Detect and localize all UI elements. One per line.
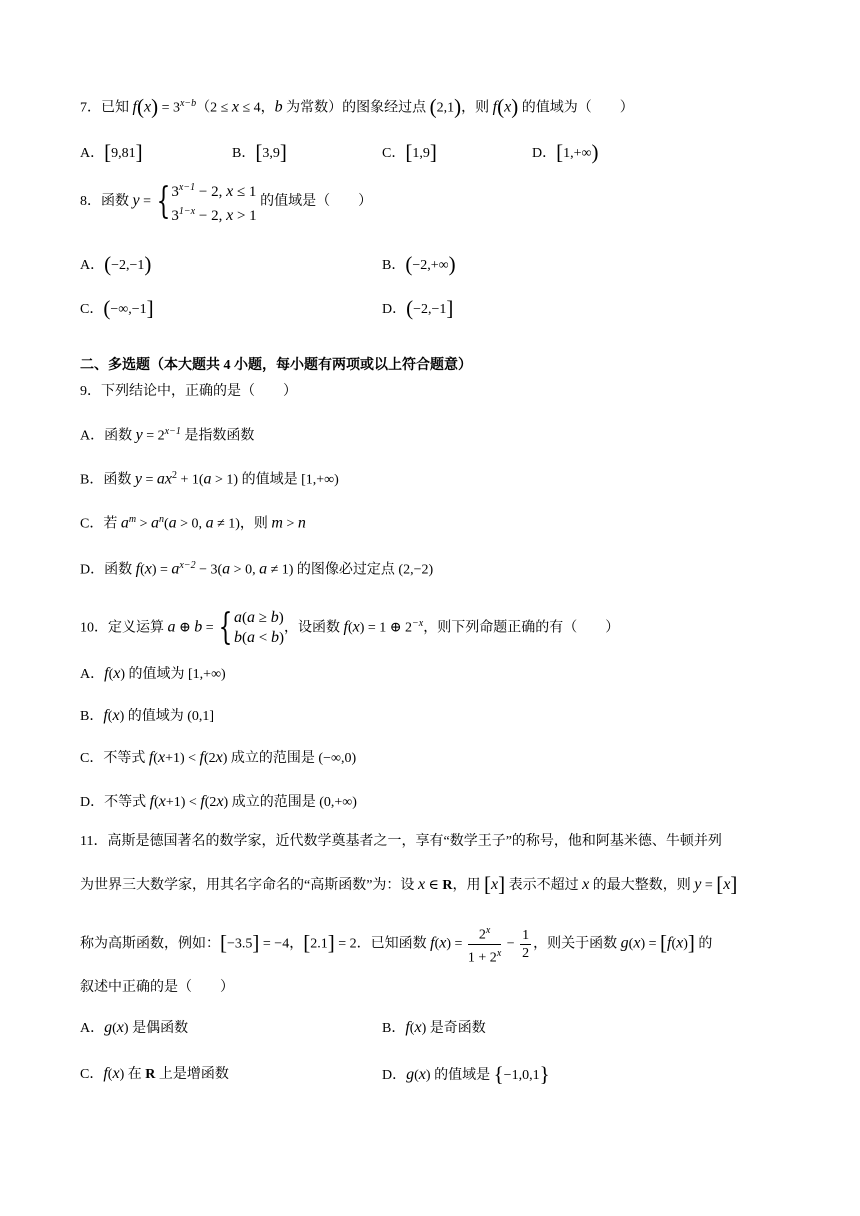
question-8-option-b: B．(−2,+∞) bbox=[382, 252, 456, 276]
question-10-option-a: A．f(x) 的值域为 [1,+∞) bbox=[80, 665, 226, 682]
question-11-line-4: 叙述中正确的是（ ） bbox=[80, 980, 234, 995]
question-10-stem: 10．定义运算 a ⊕ b = {a(a ≥ b) b(a < b)，设函数 f(x) = 1 ⊕ $2^{-x}$，则下列命题正确的有（ ） bbox=[80, 607, 620, 649]
question-9-option-c: C．若 $a^m > a^n(a > 0$, a ≠ 1)，则 m > n bbox=[80, 514, 306, 532]
question-8-stem: 8．函数 y = { $3^{x-1} - 2$, x ≤ 1 $3^{1-x} - 2$, x > 1 的值域是（ ） bbox=[80, 181, 373, 224]
question-10-option-c: C．不等式 f(x+1) < f(2x) 成立的范围是 (−∞,0) bbox=[80, 749, 357, 766]
question-11-option-c: C．f(x) 在 R 上是增函数 bbox=[80, 1065, 229, 1082]
question-8-option-a: A．(−2,−1) bbox=[80, 252, 152, 276]
question-7-option-d: D．[1,+∞) bbox=[532, 140, 599, 164]
question-8-option-d: D．(−2,−1] bbox=[382, 296, 454, 320]
question-7-option-c: C．[1,9] bbox=[382, 140, 437, 164]
question-11-option-a: A．g(x) 是偶函数 bbox=[80, 1019, 189, 1036]
question-11-line-2: 为世界三大数学家，用其名字命名的“高斯函数”为：设 x ∈ R，用 [x] 表示不超过 x 的最大整数，则 y = [x] bbox=[80, 872, 738, 896]
question-10-option-b: B．f(x) 的值域为 (0,1] bbox=[80, 707, 215, 724]
question-7-option-b: B．[3,9] bbox=[232, 140, 287, 164]
question-9-option-d: D．函数 $f(x) = a^{x-2} - 3(a > 0$, a ≠ 1) 的图像必过定点 (2,−2) bbox=[80, 560, 434, 578]
question-9-option-a: A．函数 $y = 2^{x-1}$ 是指数函数 bbox=[80, 426, 255, 444]
question-9-option-b: B．函数 $y = ax^2 + 1(a > 1)$ 的值域是 [1,+∞) bbox=[80, 470, 339, 488]
question-11-option-b: B．f(x) 是奇函数 bbox=[382, 1019, 486, 1036]
question-7-option-a: A．[9,81] bbox=[80, 140, 143, 164]
question-8-option-c: C．(−∞,−1] bbox=[80, 296, 154, 320]
question-10-option-d: D．不等式 f(x+1) < f(2x) 成立的范围是 (0,+∞) bbox=[80, 793, 357, 810]
question-7-stem: 7．已知 $f(x) = 3^{x-b}(2 \le x \le 4$，b 为常数）的图象经过点 (2,1)，则 f(x) 的值域为（ ） bbox=[80, 94, 634, 119]
question-9-stem: 9．下列结论中，正确的是（ ） bbox=[80, 384, 297, 399]
question-11-option-d: D．g(x) 的值域是 {−1,0,1} bbox=[382, 1062, 550, 1086]
section-heading: 二、多选题（本大题共 4 小题，每小题有两项或以上符合题意） bbox=[80, 358, 472, 373]
question-11-line-3: 称为高斯函数，例如：[−3.5] = −4，[2.1] = 2．已知函数 f(x) = $\frac{2^x}{1 + 2^x}$ − $\frac{1}{2}$ ，则关于函数 g(x) = [f(x)] 的 bbox=[80, 922, 712, 966]
question-11-line-1: 11．高斯是德国著名的数学家，近代数学奠基者之一，享有“数学王子”的称号，他和阿基米德、牛顿并列 bbox=[80, 834, 722, 849]
